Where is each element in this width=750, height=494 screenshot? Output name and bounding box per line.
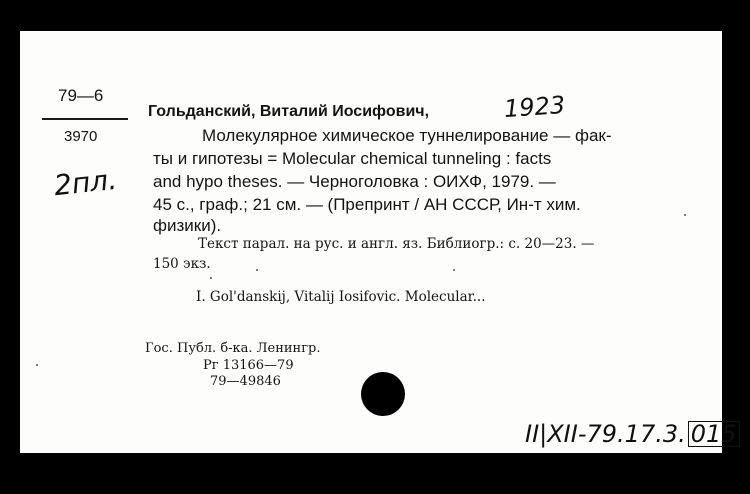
note-line-2: 150 экз. [153, 256, 211, 272]
catalog-card [20, 31, 737, 453]
handwritten-birth-year: 1923 [503, 90, 566, 124]
handwritten-shelf-note: 2пл. [52, 162, 119, 203]
shelf-mark-top: 79—6 [58, 86, 104, 105]
scan-speck [210, 277, 212, 279]
handwritten-footer-text: II|XII-79.17.3. [525, 420, 686, 448]
author-heading: Гольданский, Виталий Иосифович, [148, 103, 430, 120]
description-line-5: физики). [153, 216, 222, 235]
description-line-1: Молекулярное химическое туннелирование — фак- [202, 126, 612, 145]
handwritten-footer-boxed-code: 015 [688, 421, 740, 447]
description-line-2: ты и гипотезы = Molecular chemical tunneling : facts [153, 149, 552, 168]
scan-speck [256, 269, 258, 271]
library-stamp-line-1: Гос. Публ. б-ка. Ленингр. [145, 341, 321, 356]
scan-speck [36, 364, 38, 366]
note-line-1: Текст парал. на рус. и англ. яз. Библиогр.: с. 20—23. — [198, 236, 595, 252]
library-stamp-line-2: Рг 13166—79 [203, 358, 294, 373]
description-line-4: 45 с., граф.; 21 см. — (Препринт / АН СССР, Ин-т хим. [153, 195, 581, 214]
card-punch-hole [361, 372, 405, 416]
tracing-line: I. Gol'danskij, Vitalij Iosifovic. Molecular... [196, 289, 486, 305]
handwritten-footer-note [525, 421, 740, 447]
scan-speck [453, 269, 455, 271]
library-stamp-line-3: 79—49846 [210, 374, 281, 389]
description-line-3: and hypo theses. — Черноголовка : ОИХФ, 1979. — [153, 172, 556, 191]
shelf-mark-bottom: 3970 [64, 128, 98, 145]
shelf-mark-divider-rule [42, 118, 128, 120]
scan-speck [684, 214, 686, 216]
